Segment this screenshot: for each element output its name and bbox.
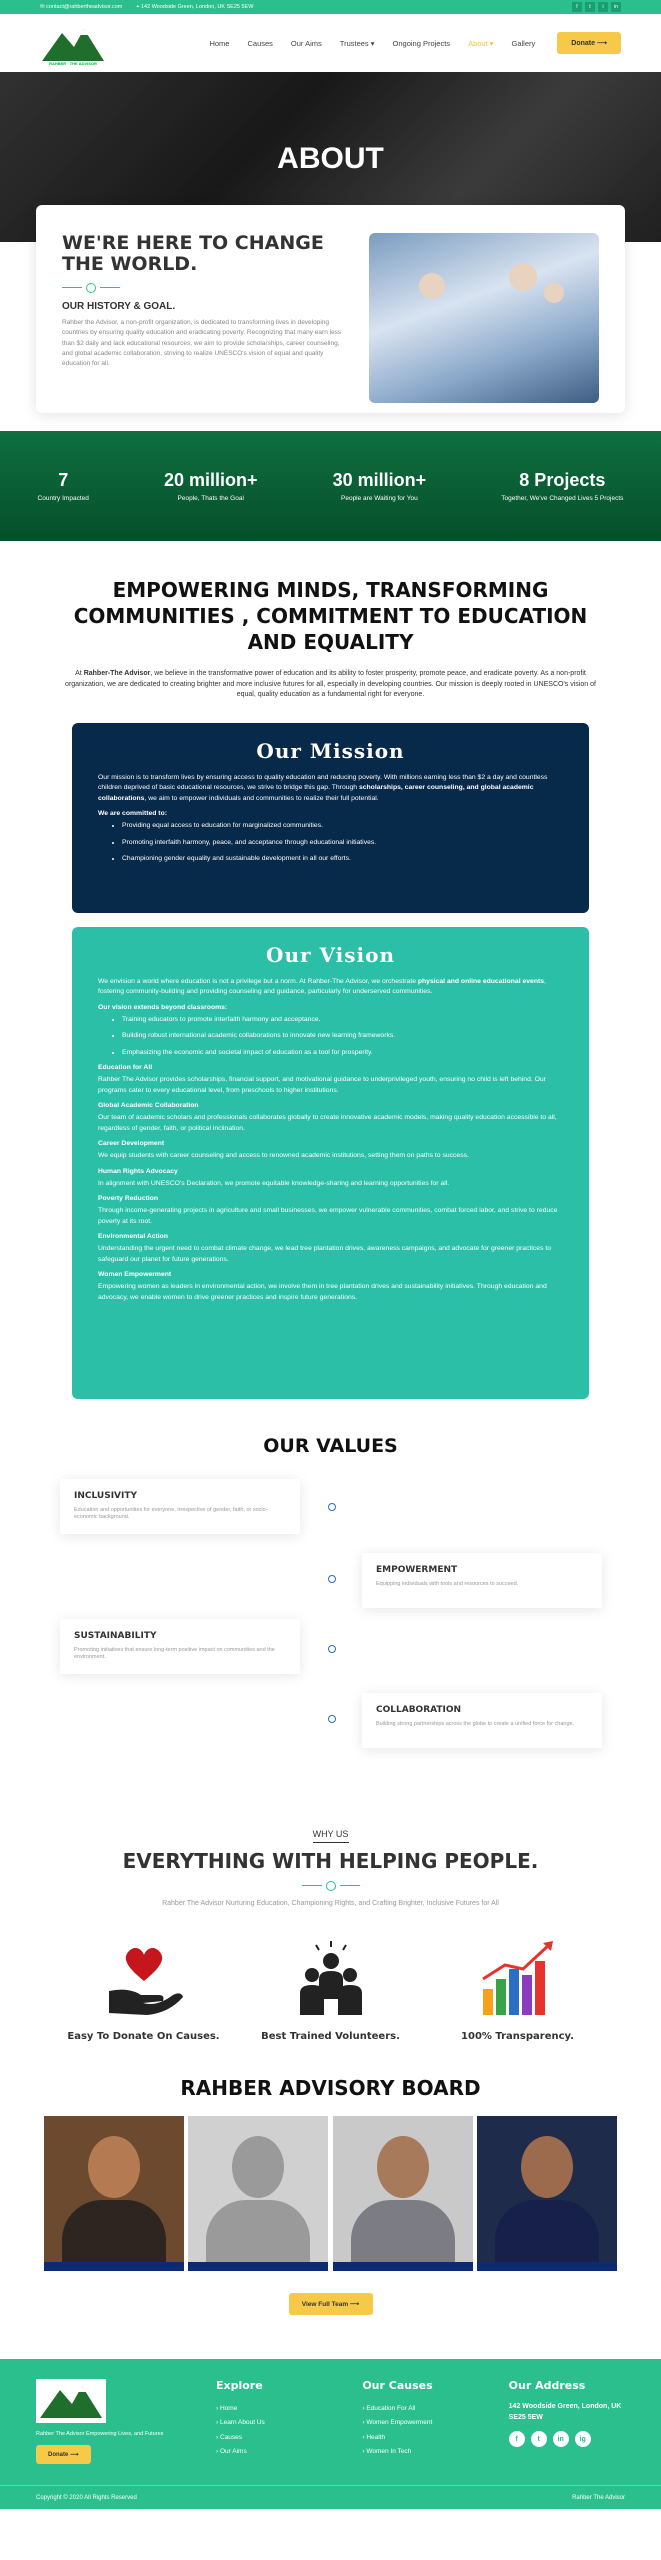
list-item: • Emphasizing the economic and societal impact of education as a tool for prosperity.: [122, 1048, 563, 1059]
nav-about[interactable]: About ▾: [468, 38, 494, 48]
vision-panel: [72, 927, 589, 1399]
mountain-logo-icon: [40, 2384, 102, 2418]
about-card: [36, 205, 625, 413]
stat-item: [164, 470, 258, 502]
linkedin-icon[interactable]: in: [553, 2431, 569, 2447]
nav-gallery[interactable]: Gallery: [511, 38, 536, 48]
mission-list: [122, 821, 563, 865]
vision-section-text: Rahber The Advisor provides scholarships, financial support, and motivational guidance to underprivileged youth, ensuring no child is left behind. Our programs cater to every educational level, from preschools to higher institutions.: [98, 1076, 546, 1094]
board-member-photo[interactable]: [333, 2116, 473, 2271]
mission-panel: [72, 723, 589, 913]
values-timeline: [60, 1479, 601, 1779]
vision-section-text: We equip students with career counseling and access to renowned academic institutions, setting them on paths to success.: [98, 1152, 469, 1160]
feature-volunteers: [251, 1939, 411, 2042]
nav-home[interactable]: Home: [209, 38, 230, 48]
heart-hand-icon: [99, 1939, 189, 2019]
vision-extends: Our vision extends beyond classrooms:: [98, 1003, 228, 1011]
why-us-title: EVERYTHING WITH HELPING PEOPLE.: [122, 1848, 539, 1873]
board-grid: [44, 2116, 617, 2271]
instagram-icon[interactable]: i: [598, 2, 608, 12]
why-us-body: Rahber The Advisor Nurturing Education, Championing Rights, and Crafting Brighter, Inclusive Futures for All: [162, 1899, 499, 1907]
stat-label: Country Impacted: [37, 495, 89, 502]
about-title: WE'RE HERE TO CHANGE THE WORLD.: [62, 232, 324, 275]
stat-item: [501, 470, 623, 502]
footer-donate-button[interactable]: Donate ⟶: [36, 2445, 91, 2464]
vision-list: [122, 1015, 563, 1059]
value-text: Education and opportunities for everyone, irrespective of gender, faith, or socio-economic background.: [74, 1506, 268, 1521]
email-link[interactable]: ✉ contact@rahbertheadvisor.com: [40, 3, 123, 10]
volunteers-icon: [286, 1939, 376, 2019]
footer-logo[interactable]: [36, 2379, 106, 2423]
donate-button[interactable]: Donate ⟶: [557, 32, 621, 54]
stat-number: 20 million+: [163, 470, 258, 490]
stats-band: [0, 431, 661, 541]
feature-title: 100% Transparency.: [461, 2031, 574, 2042]
nav-trustees[interactable]: Trustees ▾: [339, 38, 375, 48]
list-item: • Providing equal access to education for marginalized communities.: [122, 821, 563, 832]
main-nav: [0, 14, 661, 72]
value-text: Building strong partnerships across the globe to create a unified force for change.: [376, 1720, 575, 1727]
linkedin-icon[interactable]: in: [611, 2, 621, 12]
list-item: • Building robust international academic collaborations to innovate new learning frameworks.: [122, 1031, 563, 1042]
board-title: RAHBER ADVISORY BOARD: [180, 2076, 481, 2100]
footer-link-learn[interactable]: › Learn About Us: [216, 2416, 332, 2430]
logo-text: RAHBER · THE ADVISOR: [49, 61, 97, 66]
stat-number: 8 Projects: [519, 470, 606, 490]
vision-section-text: Through income-generating projects in agriculture and small businesses, we empower vulnerable communities, combat forced labor, and strive to reduce poverty at its root.: [98, 1207, 558, 1225]
twitter-icon[interactable]: t: [531, 2431, 547, 2447]
heart-divider: [0, 1881, 661, 1891]
footer-link-aims[interactable]: › Our Aims: [216, 2445, 332, 2459]
value-heading: COLLABORATION: [376, 1704, 462, 1715]
nav-ongoing-projects[interactable]: Ongoing Projects: [392, 38, 451, 48]
feature-title: Easy To Donate On Causes.: [67, 2031, 220, 2042]
footer-link-tech[interactable]: › Women In Tech: [362, 2445, 478, 2459]
stat-label: People, Thats the Goal: [177, 495, 244, 502]
vision-body: We envision a world where education is not a privilege but a norm. At Rahber-The Advisor, we orchestrate physical and online educational events, fostering community-building and providing counseling and guidance, particularly for underserved communities.: [98, 977, 546, 996]
vision-section-heading: Human Rights Advocacy: [98, 1167, 178, 1175]
bar-chart-icon: [473, 1939, 563, 2019]
vision-section-heading: Poverty Reduction: [98, 1195, 159, 1203]
mountain-logo-icon: [42, 27, 104, 61]
list-item: • Championing gender equality and sustainable development in all our efforts.: [122, 854, 563, 865]
stat-number: 30 million+: [332, 470, 427, 490]
mission-committed: We are committed to:: [98, 810, 167, 818]
view-full-team-button[interactable]: View Full Team ⟶: [289, 2293, 373, 2315]
footer-brand: Rahber The Advisor: [572, 2494, 625, 2501]
vision-section-heading: Education for All: [98, 1064, 153, 1072]
twitter-icon[interactable]: t: [585, 2, 595, 12]
footer-address-title: Our Address: [508, 2379, 586, 2392]
vision-title: Our Vision: [266, 942, 395, 967]
vision-section-heading: Global Academic Collaboration: [98, 1102, 199, 1110]
value-text: Promoting initiatives that ensure long-term positive impact on communities and the environment.: [74, 1646, 275, 1661]
address-text: ⌖ 142 Woodside Green, London, UK SE25 5EW: [136, 3, 254, 10]
value-heading: EMPOWERMENT: [376, 1564, 458, 1575]
mission-body: Our mission is to transform lives by ensuring access to quality education and reducing poverty. With millions earning less than $2 a day and countless children deprived of basic educational resources, we strive to bridge this gap. Through scholarships, career counseling, and global academic collaborations, we aim to empower individuals and communities to realize their full potential.: [98, 773, 548, 802]
feature-transparency: [438, 1939, 598, 2042]
facebook-icon[interactable]: f: [509, 2431, 525, 2447]
stat-item: [333, 470, 427, 502]
vision-section-text: In alignment with UNESCO's Declaration, we promote equitable knowledge-sharing and learning opportunities for all.: [98, 1179, 450, 1187]
value-heading: SUSTAINABILITY: [74, 1630, 157, 1641]
mission-intro: At Rahber-The Advisor, we believe in the transformative power of education and its ability to foster prosperity, promote peace, and eradicate poverty. As a non-profit organization, we are dedicated to creating brighter and more inclusive futures for all, especially in developing countries. Our mission is deeply rooted in UNESCO's vision of equal, quality education as a fundamental right for everyone.: [65, 670, 596, 698]
heart-divider: [62, 283, 347, 293]
value-heading: INCLUSIVITY: [74, 1490, 138, 1501]
feature-title: Best Trained Volunteers.: [261, 2031, 400, 2042]
value-card-sustainability: [60, 1619, 300, 1674]
footer-link-causes[interactable]: › Causes: [216, 2431, 332, 2445]
heart-icon: [326, 1881, 336, 1891]
timeline-dot: [328, 1503, 336, 1511]
why-us-features: [50, 1939, 611, 2042]
footer-causes-title: Our Causes: [362, 2379, 433, 2392]
footer-link-education[interactable]: › Education For All: [362, 2402, 478, 2416]
nav-causes[interactable]: Causes: [247, 38, 273, 48]
list-item: • Training educators to promote interfaith harmony and acceptance.: [122, 1015, 563, 1026]
board-member-placeholder-avatar[interactable]: [188, 2116, 328, 2271]
timeline-dot: [328, 1645, 336, 1653]
vision-section-heading: Women Empowerment: [98, 1271, 172, 1279]
value-text: Equipping individuals with tools and resources to succeed.: [376, 1580, 519, 1587]
list-item: • Promoting interfaith harmony, peace, and acceptance through educational initiatives.: [122, 838, 563, 849]
mission-title: Our Mission: [256, 738, 405, 763]
instagram-icon[interactable]: ig: [575, 2431, 591, 2447]
vision-section-heading: Career Development: [98, 1140, 165, 1148]
stat-item: [38, 470, 89, 502]
feature-donate: [64, 1939, 224, 2042]
footer-explore-title: Explore: [216, 2379, 263, 2392]
footer-link-health[interactable]: › Health: [362, 2431, 478, 2445]
heart-icon: [86, 283, 96, 293]
value-card-inclusivity: [60, 1479, 300, 1534]
board-member-photo[interactable]: [477, 2116, 617, 2271]
board-member-photo[interactable]: [44, 2116, 184, 2271]
footer-tagline: Rahber The Advisor Empowering Lives, and Futures: [36, 2431, 164, 2437]
vision-section-text: Our team of academic scholars and professionals collaborates globally to create innovative academic models, making quality education accessible to all, regardless of gender, faith, or political inclination.: [98, 1114, 557, 1132]
footer-link-home[interactable]: › Home: [216, 2402, 332, 2416]
stat-label: People are Waiting for You: [341, 495, 418, 502]
value-card-collaboration: [362, 1693, 602, 1748]
nav-menu: [209, 39, 535, 48]
about-subtitle: OUR HISTORY & GOAL.: [62, 300, 176, 312]
values-title: OUR VALUES: [263, 1434, 398, 1457]
timeline-dot: [328, 1715, 336, 1723]
vision-section-text: Empowering women as leaders in environmental action, we involve them in tree plantation drives and sustainability initiatives. Through education and advocacy, we enable women to drive greener practices and inspire future generations.: [98, 1283, 547, 1301]
timeline-dot: [328, 1575, 336, 1583]
vision-section-text: Understanding the urgent need to combat climate change, we lead tree plantation drives, awareness campaigns, and advocate for greener practices to safeguard our planet for future generations.: [98, 1245, 552, 1263]
hero-title: ABOUT: [277, 142, 384, 175]
footer-address: 142 Woodside Green, London, UK SE25 5EW: [508, 2403, 622, 2421]
why-us-kicker: WHY US: [312, 1828, 349, 1839]
mission-heading: EMPOWERING MINDS, TRANSFORMING COMMUNITIES , COMMITMENT TO EDUCATION AND EQUALITY: [73, 578, 588, 654]
value-card-empowerment: [362, 1553, 602, 1608]
site-footer: [0, 2359, 661, 2509]
footer-link-women[interactable]: › Women Empowerment: [362, 2416, 478, 2430]
mission-heading-section: [60, 577, 601, 701]
copyright-text: Copyright © 2020 All Rights Reserved: [36, 2494, 137, 2501]
stat-label: Together, We've Changed Lives 5 Projects: [501, 495, 624, 502]
vision-section-heading: Environmental Action: [98, 1233, 168, 1241]
top-bar: [0, 0, 661, 14]
why-us-section: [0, 1829, 661, 1910]
students-photo: [369, 233, 599, 403]
facebook-icon[interactable]: f: [572, 2, 582, 12]
nav-our-aims[interactable]: Our Aims: [290, 38, 322, 48]
about-body: Rahber the Advisor, a non-profit organization, is dedicated to transforming lives in developing countries by ensuring quality education and eradicating poverty. Recognizing that many earn less than $2 daily and lack educational resources, we aim to provide scholarships, career counseling, and global academic collaboration, striving to realize UNESCO's vision of equal and quality education for all.: [62, 318, 342, 368]
site-logo[interactable]: [40, 20, 106, 66]
stat-number: 7: [58, 470, 69, 490]
